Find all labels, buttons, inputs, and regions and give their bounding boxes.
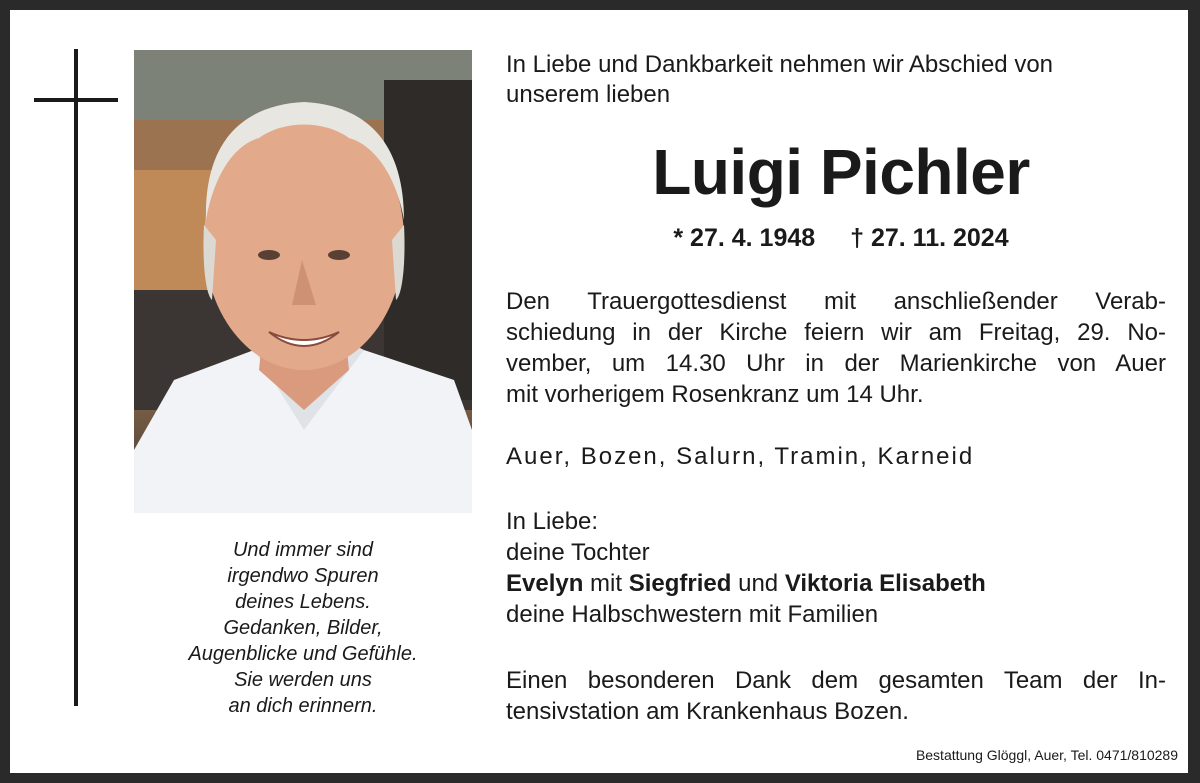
family-connector: und bbox=[731, 570, 785, 597]
family-heading: In Liebe: bbox=[506, 508, 599, 535]
family-list bbox=[506, 506, 1176, 630]
poem-line: an dich erinnern. bbox=[228, 695, 378, 717]
funeral-home-footer: Bestattung Glöggl, Auer, Tel. 0471/810289 bbox=[915, 747, 1178, 763]
poem-line: Sie werden uns bbox=[234, 669, 372, 691]
thanks-text bbox=[506, 665, 1166, 727]
family-line: deine Halbschwestern mit Familien bbox=[506, 601, 879, 628]
family-connector: mit bbox=[583, 570, 629, 597]
poem-line: Gedanken, Bilder, bbox=[223, 617, 383, 639]
intro-line: unserem lieben bbox=[506, 81, 671, 108]
portrait-photo bbox=[134, 50, 472, 513]
cross-icon-horizontal bbox=[34, 98, 118, 102]
service-line: schiedung in der Kirche feiern wir am Freitag, 29. No- bbox=[506, 319, 1166, 346]
service-line: vember, um 14.30 Uhr in der Marienkirche von Auer bbox=[506, 350, 1166, 377]
poem-line: irgendwo Spuren bbox=[227, 565, 379, 587]
poem-line: deines Lebens. bbox=[235, 591, 371, 613]
birth-date: * 27. 4. 1948 bbox=[673, 224, 816, 252]
obituary-card bbox=[10, 10, 1188, 773]
intro-line: In Liebe und Dankbarkeit nehmen wir Abschied von bbox=[506, 51, 1054, 78]
thanks-line: tensivstation am Krankenhaus Bozen. bbox=[506, 698, 909, 725]
deceased-name: Luigi Pichler bbox=[652, 136, 1030, 208]
poem-line: Augenblicke und Gefühle. bbox=[188, 643, 418, 665]
family-name: Viktoria Elisabeth bbox=[784, 570, 986, 597]
memorial-poem bbox=[134, 537, 472, 719]
places-line: Auer, Bozen, Salurn, Tramin, Karneid bbox=[506, 443, 975, 470]
intro-text bbox=[506, 50, 1176, 110]
cross-icon-vertical bbox=[74, 49, 78, 706]
life-dates bbox=[506, 222, 1176, 254]
family-names-line bbox=[506, 568, 1176, 599]
family-name: Siegfried bbox=[628, 570, 732, 597]
funeral-service-text bbox=[506, 286, 1166, 410]
service-line: Den Trauergottesdienst mit anschließender Verab- bbox=[506, 288, 1166, 315]
thanks-line: Einen besonderen Dank dem gesamten Team der In- bbox=[506, 667, 1166, 694]
family-name: Evelyn bbox=[506, 570, 584, 597]
death-date: † 27. 11. 2024 bbox=[850, 224, 1009, 252]
poem-line: Und immer sind bbox=[232, 539, 374, 561]
service-line: mit vorherigem Rosenkranz um 14 Uhr. bbox=[506, 381, 924, 408]
family-line: deine Tochter bbox=[506, 539, 650, 566]
